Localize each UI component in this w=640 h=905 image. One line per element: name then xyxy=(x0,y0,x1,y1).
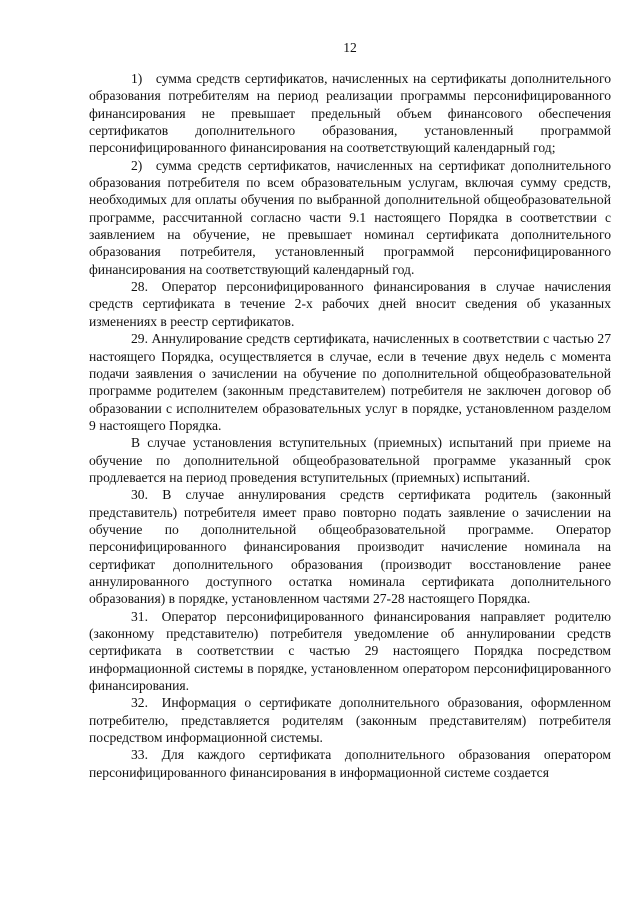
paragraph-31: 31. Оператор персонифицированного финансирования направляет родителю (законному представителю) потребителя уведомление об аннулировании средств сертификата в соответствии с частью 29 настоящего Порядка посредством информационной системы в порядке, установленном оператором персонифицированного финансирования. xyxy=(89,608,611,694)
document-body xyxy=(89,70,611,781)
paragraph-sum-limit-nominal: 2) сумма средств сертификатов, начисленных на сертификат дополнительного образования потребителя по всем образовательным услугам, включая сумму средств, необходимых для оплаты обучения по выбранной дополнительной общеобразовательной программе, рассчитанной согласно части 9.1 настоящего Порядка в соответствии с заявлением на обучение, не превышает номинал сертификата дополнительного образования потребителя, установленный программой персонифицированного финансирования на соответствующий календарный год. xyxy=(89,157,611,277)
paragraph-29-entrance-tests: В случае установления вступительных (приемных) испытаний при приеме на обучение по дополнительной общеобразовательной программе указанный срок продлевается на период проведения вступительных (приемных) испытаний. xyxy=(89,435,611,485)
page-number: 12 xyxy=(343,40,357,55)
paragraph-32: 32. Информация о сертификате дополнительного образования, оформленном потребителю, представляется родителям (законным представителям) потребителя посредством информационной системы. xyxy=(89,695,611,746)
paragraph-30: 30. В случае аннулирования средств сертификата родитель (законный представитель) потребителя имеет право повторно подать заявление о зачислении на обучение по дополнительной общеобразовательной программе. Оператор персонифицированного финансирования производит начисление номинала на сертификат дополнительного образования (производит восстановление ранее аннулированного доступного остатка номинала сертификата дополнительного образования) в порядке, установленном частями 27-28 настоящего Порядка. xyxy=(89,487,611,607)
paragraph-29: 29. Аннулирование средств сертификата, начисленных в соответствии с частью 27 настоящего Порядка, осуществляется в случае, если в течение двух недель с момента подачи заявления о зачислении на обучение по дополнительной общеобразовательной программе родителем (законным представителем) потребителя не заключен договор об образовании с исполнителем образовательных услуг в порядке, установленном разделом 9 настоящего Порядка. xyxy=(89,331,611,433)
paragraph-sum-limit-program: 1) сумма средств сертификатов, начисленных на сертификаты дополнительного образования потребителям на период реализации программы персонифицированного финансирования не превышает предельный объем финансового обеспечения сертификатов дополнительного образования, установленный программой персонифицированного финансирования на соответствующий календарный год; xyxy=(89,71,611,156)
paragraph-28: 28. Оператор персонифицированного финансирования в случае начисления средств сертификата в течение 2-х рабочих дней вносит сведения об указанных изменениях в реестр сертификатов. xyxy=(89,279,611,329)
paragraph-33: 33. Для каждого сертификата дополнительного образования оператором персонифицированного финансирования в информационной системе создается xyxy=(89,747,611,780)
